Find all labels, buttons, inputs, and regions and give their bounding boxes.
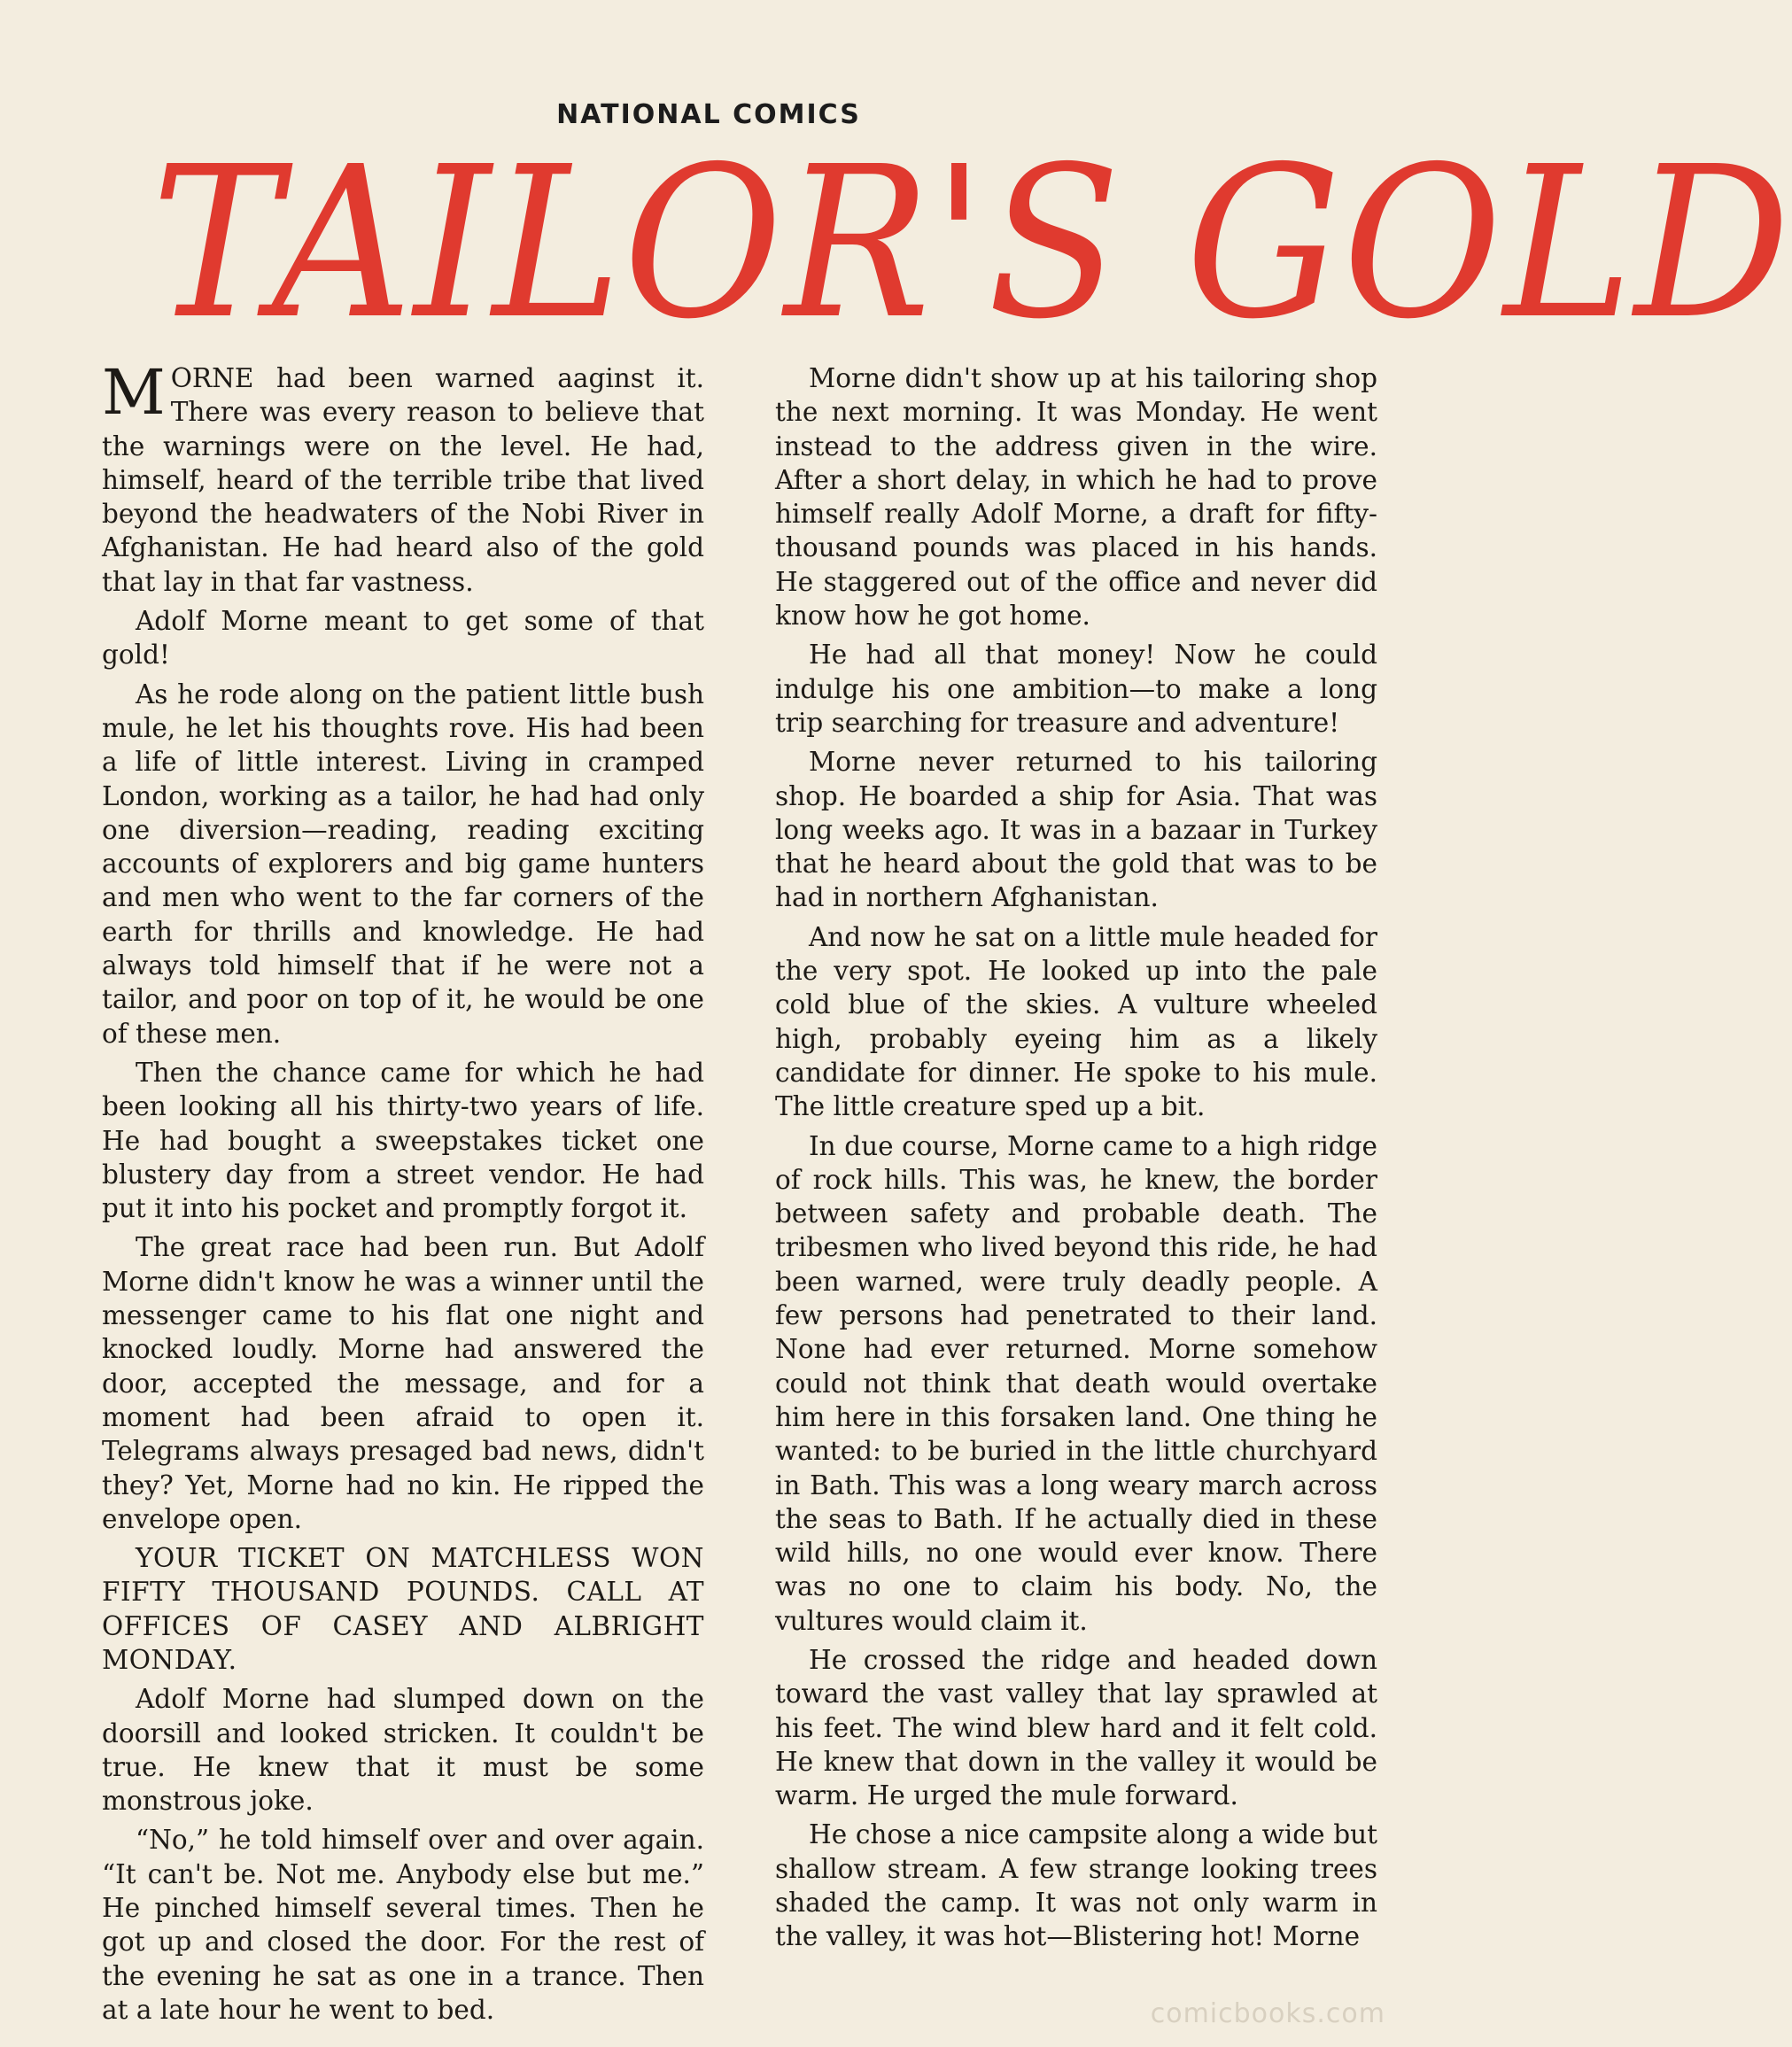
paragraph-2: Adolf Morne meant to get some of that gold!: [102, 606, 704, 671]
paragraph-11: Morne never returned to his tailoring shop. He boarded a ship for Asia. That was long weeks ago. It was in a bazaar in Turkey that he heard about the gold that was to be had in northern Afghanistan.: [775, 747, 1377, 913]
paragraph-14: He crossed the ridge and headed down toward the vast valley that lay sprawled at his feet. The wind blew hard and it felt cold. He knew that down in the valley it would be warm. He urged the mule forward.: [775, 1644, 1377, 1811]
telegram-text: YOUR TICKET ON MATCHLESS WON FIFTY THOUSAND POUNDS. CALL AT OFFICES OF CASEY AND ALBRIGHT MONDAY.: [102, 1543, 704, 1675]
paragraph-8: “No,” he told himself over and over again. “It can't be. Not me. Anybody else but me.” He pinched himself several times. Then he got up and closed the door. For the rest of the evening he sat as one in a trance. Then at a late hour he went to bed.: [102, 1825, 704, 2025]
paragraph-12: And now he sat on a little mule headed for the very spot. He looked up into the pale cold blue of the skies. A vulture wheeled high, probably eyeing him as a likely candidate for dinner. He spoke to his mule. The little creature sped up a bit.: [775, 921, 1377, 1122]
paragraph-4: Then the chance came for which he had been looking all his thirty-two years of life. He had bought a sweepstakes ticket one blustery day from a street vendor. He had put it into his pocket and promptly forgot it.: [102, 1057, 704, 1224]
paragraph-13: In due course, Morne came to a high ridge of rock hills. This was, he knew, the border between safety and probable death. The tribesmen who lived beyond this ride, he had been warned, were truly deadly people. A few persons had penetrated to their land. None had ever returned. Morne somehow could not think that death would overtake him here in this forsaken land. One thing he wanted: to be buried in the little churchyard in Bath. This was a long weary march across the seas to Bath. If he actually died in these wild hills, no one would ever know. There was no one to claim his body. No, the vultures would claim it.: [775, 1130, 1377, 1636]
paragraph-5: The great race had been run. But Adolf Morne didn't know he was a winner until the messenger came to his flat one night and knocked loudly. Morne had answered the door, accepted the message, and for a moment had been afraid to open it. Telegrams always presaged bad news, didn't they? Yet, Morne had no kin. He ripped the envelope open.: [102, 1232, 704, 1534]
paragraph-1: [102, 356, 704, 599]
story-title: TAILOR'S GOLD: [151, 121, 1792, 365]
right-column: [775, 361, 1377, 1959]
paragraph-15: He chose a nice campsite along a wide but shallow stream. A few strange looking trees shaded the camp. It was not only warm in the valley, it was hot—Blistering hot! Morne: [775, 1819, 1377, 1952]
paragraph-text: ORNE had been warned aaginst it. There was every reason to believe that the warnings were on the level. He had, himself, heard of the terrible tribe that lived beyond the headwaters of the Nobi River in Afghanistan. He had heard also of the gold that lay in that far vastness.: [102, 363, 704, 597]
paragraph-10: He had all that money! Now he could indulge his one ambition—to make a long trip searching for treasure and adventure!: [775, 640, 1377, 738]
paragraph-3: As he rode along on the patient little bush mule, he let his thoughts rove. His had been a life of little interest. Living in cramped London, working as a tailor, he had had only one diversion—reading, reading exciting accounts of explorers and big game hunters and men who went to the far corners of the earth for thrills and knowledge. He had always told himself that if he were not a tailor, and poor on top of it, he would be one of these men.: [102, 678, 704, 1049]
paragraph-9: Morne didn't show up at his tailoring shop the next morning. It was Monday. He went instead to the address given in the wire. After a short delay, in which he had to prove himself really Adolf Morne, a draft for fifty-thousand pounds was placed in his hands. He staggered out of the office and never did know how he got home.: [775, 363, 1377, 632]
drop-cap: M: [102, 356, 166, 429]
site-watermark: comicbooks.com: [1150, 1998, 1385, 2029]
left-column: [102, 356, 704, 2032]
publication-header: NATIONAL COMICS: [556, 99, 861, 130]
paragraph-7: Adolf Morne had slumped down on the doorsill and looked stricken. It couldn't be true. He knew that it must be some monstrous joke.: [102, 1684, 704, 1817]
